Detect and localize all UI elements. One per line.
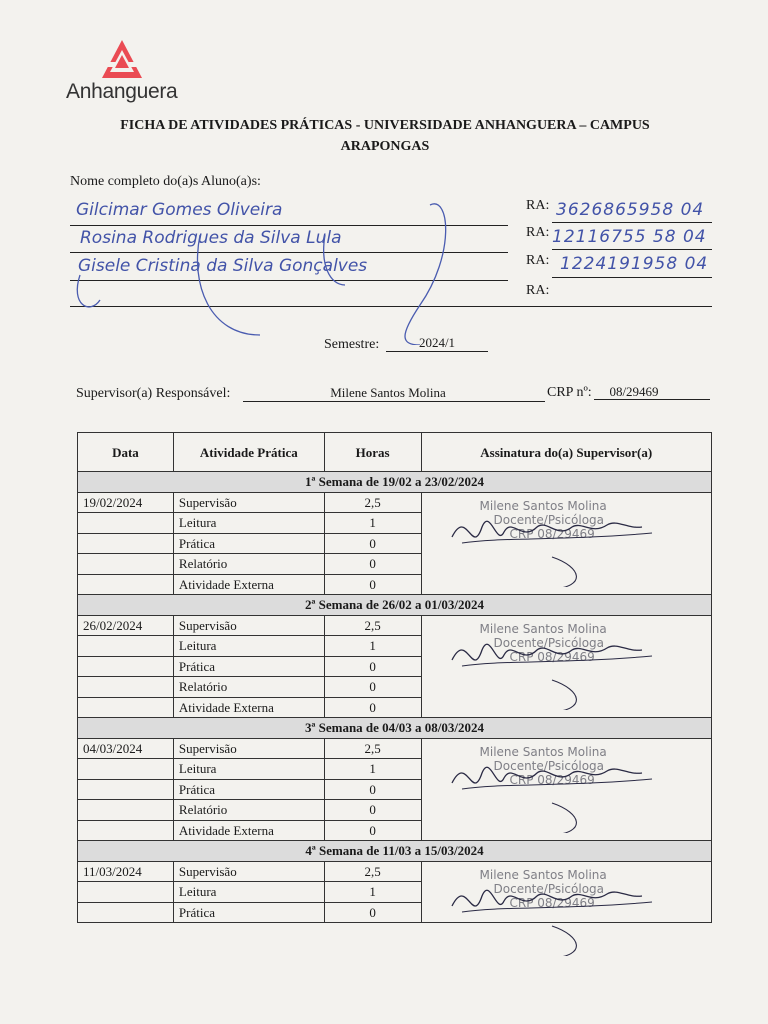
stamp-name: Milene Santos Molina	[479, 744, 607, 759]
hours-cell: 0	[324, 697, 421, 718]
signature-stamp	[422, 739, 711, 841]
stamp-name: Milene Santos Molina	[479, 867, 607, 882]
table-row	[78, 861, 712, 882]
activity-cell: Atividade Externa	[173, 697, 324, 718]
hours-cell: 2,5	[324, 738, 421, 759]
activity-cell: Atividade Externa	[173, 574, 324, 595]
signature-cell	[421, 615, 711, 718]
ra-line-1	[552, 222, 712, 223]
hours-cell: 0	[324, 574, 421, 595]
date-cell	[78, 779, 174, 800]
week-header-row	[78, 472, 712, 493]
date-cell	[78, 656, 174, 677]
activity-cell: Leitura	[173, 636, 324, 657]
hours-cell: 0	[324, 800, 421, 821]
date-cell	[78, 800, 174, 821]
activity-cell: Leitura	[173, 759, 324, 780]
date-cell	[78, 759, 174, 780]
student-name-3: Gisele Cristina da Silva Gonçalves	[78, 256, 368, 276]
header-activity: Atividade Prática	[173, 433, 324, 472]
signature-stamp	[422, 493, 711, 595]
activity-cell: Prática	[173, 656, 324, 677]
crp-label: CRP nº:	[547, 385, 592, 400]
ra-label-3: RA:	[526, 253, 550, 268]
signature-scribble	[442, 620, 672, 710]
signature-stamp	[422, 862, 711, 923]
hours-cell: 0	[324, 902, 421, 923]
week-title: 1ª Semana de 19/02 a 23/02/2024	[78, 472, 712, 493]
hours-cell: 0	[324, 533, 421, 554]
students-label: Nome completo do(a)s Aluno(a)s:	[70, 174, 261, 189]
activity-cell: Supervisão	[173, 615, 324, 636]
signature-cell	[421, 861, 711, 923]
date-cell: 11/03/2024	[78, 861, 174, 882]
date-cell	[78, 533, 174, 554]
brand-name: Anhanguera	[66, 80, 178, 103]
activity-table	[77, 432, 712, 923]
ra-value-1: 3626865958 04	[556, 200, 705, 220]
semester-label: Semestre:	[324, 337, 380, 352]
ra-label-2: RA:	[526, 225, 550, 240]
supervisor-name: Milene Santos Molina	[330, 385, 446, 400]
hours-cell: 1	[324, 882, 421, 903]
activity-cell: Prática	[173, 902, 324, 923]
date-cell	[78, 902, 174, 923]
activity-cell: Prática	[173, 779, 324, 800]
activity-cell: Leitura	[173, 882, 324, 903]
activity-cell: Relatório	[173, 677, 324, 698]
stamp-role: Docente/Psicóloga	[493, 512, 605, 527]
stamp-role: Docente/Psicóloga	[493, 635, 605, 650]
hours-cell: 0	[324, 656, 421, 677]
activity-cell: Atividade Externa	[173, 820, 324, 841]
title-line-2: ARAPONGAS	[340, 139, 430, 154]
stamp-crp: CRP 08/29469	[509, 526, 595, 541]
date-cell	[78, 636, 174, 657]
crp-value: 08/29469	[609, 384, 659, 399]
table-row	[78, 738, 712, 759]
hours-cell: 0	[324, 779, 421, 800]
table-row	[78, 615, 712, 636]
signature-cell	[421, 738, 711, 841]
activity-cell: Supervisão	[173, 861, 324, 882]
anhanguera-logo-icon	[98, 38, 146, 80]
hours-cell: 0	[324, 820, 421, 841]
date-cell: 19/02/2024	[78, 492, 174, 513]
student-name-1: Gilcimar Gomes Oliveira	[76, 200, 283, 220]
week-header-row	[78, 841, 712, 862]
header-signature: Assinatura do(a) Supervisor(a)	[421, 433, 711, 472]
header-hours: Horas	[324, 433, 421, 472]
ra-value-2: 12116755 58 04	[552, 227, 707, 247]
hours-cell: 1	[324, 513, 421, 534]
ra-value-3: 1224191958 04	[560, 254, 709, 274]
stamp-role: Docente/Psicóloga	[493, 881, 605, 896]
date-cell: 04/03/2024	[78, 738, 174, 759]
stamp-crp: CRP 08/29469	[509, 649, 595, 664]
signature-stamp	[422, 616, 711, 718]
ra-label-4: RA:	[526, 283, 550, 298]
stamp-crp: CRP 08/29469	[509, 772, 595, 787]
hours-cell: 2,5	[324, 492, 421, 513]
date-cell	[78, 882, 174, 903]
ra-line-3	[552, 277, 712, 278]
semester-underline	[386, 351, 488, 352]
date-cell	[78, 574, 174, 595]
stamp-crp: CRP 08/29469	[509, 895, 595, 910]
supervisor-label: Supervisor(a) Responsável:	[76, 386, 231, 401]
handwriting-strokes	[70, 195, 540, 345]
supervisor-underline	[243, 401, 545, 402]
hours-cell: 2,5	[324, 861, 421, 882]
week-header-row	[78, 595, 712, 616]
week-title: 3ª Semana de 04/03 a 08/03/2024	[78, 718, 712, 739]
date-cell	[78, 554, 174, 575]
semester-value: 2024/1	[418, 335, 456, 350]
activity-cell: Relatório	[173, 800, 324, 821]
table-header-row	[78, 433, 712, 472]
header-date: Data	[78, 433, 174, 472]
anhanguera-logo	[66, 38, 178, 108]
date-cell	[78, 513, 174, 534]
stamp-role: Docente/Psicóloga	[493, 758, 605, 773]
activity-cell: Relatório	[173, 554, 324, 575]
hours-cell: 1	[324, 636, 421, 657]
week-header-row	[78, 718, 712, 739]
activity-cell: Supervisão	[173, 738, 324, 759]
table-row	[78, 492, 712, 513]
activity-cell: Supervisão	[173, 492, 324, 513]
date-cell	[78, 677, 174, 698]
date-cell	[78, 697, 174, 718]
ra-label-1: RA:	[526, 198, 550, 213]
ra-line-2	[552, 249, 712, 250]
student-name-2: Rosina Rodrigues da Silva Lula	[80, 228, 342, 248]
week-title: 4ª Semana de 11/03 a 15/03/2024	[78, 841, 712, 862]
signature-scribble	[442, 497, 672, 587]
hours-cell: 2,5	[324, 615, 421, 636]
activity-cell: Leitura	[173, 513, 324, 534]
week-title: 2ª Semana de 26/02 a 01/03/2024	[78, 595, 712, 616]
hours-cell: 1	[324, 759, 421, 780]
signature-cell	[421, 492, 711, 595]
table-body	[78, 472, 712, 923]
stamp-name: Milene Santos Molina	[479, 498, 607, 513]
signature-scribble	[442, 866, 672, 956]
date-cell	[78, 820, 174, 841]
page-title	[60, 115, 710, 157]
stamp-name: Milene Santos Molina	[479, 621, 607, 636]
hours-cell: 0	[324, 677, 421, 698]
title-line-1: FICHA DE ATIVIDADES PRÁTICAS - UNIVERSIDADE ANHANGUERA – CAMPUS	[120, 118, 650, 133]
signature-scribble	[442, 743, 672, 833]
date-cell: 26/02/2024	[78, 615, 174, 636]
activity-cell: Prática	[173, 533, 324, 554]
hours-cell: 0	[324, 554, 421, 575]
